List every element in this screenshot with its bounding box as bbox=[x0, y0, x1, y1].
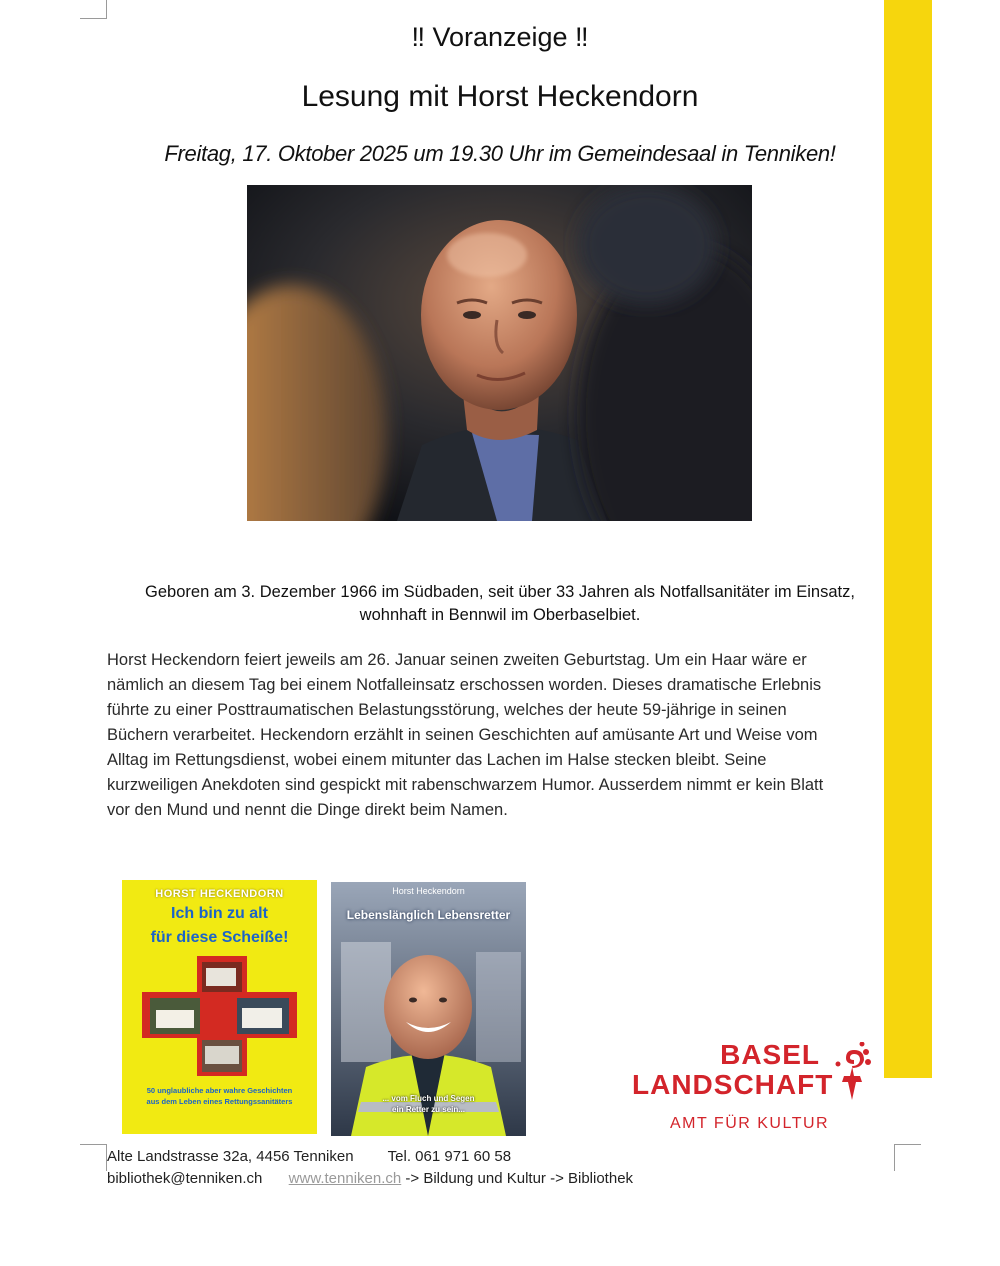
logo-line-amt-fuer-kultur: AMT FÜR KULTUR bbox=[670, 1115, 830, 1132]
footer-nav-path: -> Bildung und Kultur -> Bibliothek bbox=[401, 1170, 634, 1187]
crop-mark-bottom-left bbox=[80, 1144, 107, 1171]
description-line: Horst Heckendorn feiert jeweils am 26. Januar seinen zweiten Geburtstag. Um ein Haar wäre er bbox=[107, 651, 807, 669]
description-line: kurzweiligen Anekdoten sind gespickt mit rabenschwarzem Humor. Ausserdem nimmt er kein Blatt bbox=[107, 776, 824, 794]
footer-address: Alte Landstrasse 32a, 4456 Tenniken bbox=[107, 1148, 354, 1165]
book1-cover-image bbox=[142, 956, 297, 1076]
description-line: nämlich an diesem Tag bei einem Notfalleinsatz erschossen worden. Dieses dramatische Erlebnis bbox=[107, 676, 822, 694]
description-line: vor den Mund und nennt die Dinge direkt beim Namen. bbox=[107, 801, 508, 819]
bio-summary bbox=[110, 581, 890, 627]
description-line: Büchern verarbeitet. Heckendorn erzählt in seinen Geschichten auf amüsante Art und Weise vom bbox=[107, 726, 818, 744]
description-line: führte zu einer Posttraumatischen Belastungsstörung, welches der heute 59-jährige in seinen bbox=[107, 701, 787, 719]
crozier-emblem-icon bbox=[832, 1042, 872, 1100]
book2-author: Horst Heckendorn bbox=[392, 886, 465, 896]
description-line: Alltag im Rettungsdienst, wobei einem mitunter das Lachen im Halse stecken bleibt. Seine bbox=[107, 751, 767, 769]
book1-author: HORST HECKENDORN bbox=[155, 888, 284, 900]
book-cover-ich-bin-zu-alt bbox=[122, 880, 317, 1134]
book1-title-2: für diese Scheiße! bbox=[150, 929, 289, 946]
event-title: Lesung mit Horst Heckendorn bbox=[301, 80, 699, 113]
crop-mark-bottom-right bbox=[894, 1144, 921, 1171]
footer-website-link[interactable]: www.tenniken.ch bbox=[288, 1170, 402, 1187]
footer-email[interactable]: bibliothek@tenniken.ch bbox=[107, 1170, 263, 1187]
notice-heading: ‼ Voranzeige ‼ bbox=[411, 22, 589, 52]
footer-row-1 bbox=[107, 1146, 633, 1168]
footer-contact bbox=[107, 1146, 633, 1190]
footer-row-2 bbox=[107, 1168, 633, 1190]
book-cover-lebenslaenglich-lebensretter bbox=[331, 882, 526, 1136]
book1-subtitle-1: 50 unglaubliche aber wahre Geschichten bbox=[146, 1086, 293, 1095]
book2-tagline-2: ein Retter zu sein... bbox=[392, 1105, 465, 1114]
crop-mark-top-left bbox=[80, 0, 107, 19]
book1-title-1: Ich bin zu alt bbox=[171, 905, 268, 922]
book1-subtitle-2: aus dem Leben eines Rettungssanitäters bbox=[146, 1097, 293, 1106]
logo-line-landschaft: LANDSCHAFT bbox=[632, 1069, 834, 1100]
footer-phone: Tel. 061 971 60 58 bbox=[387, 1148, 512, 1165]
bio-line-1: Geboren am 3. Dezember 1966 im Südbaden, seit über 33 Jahren als Notfallsanitäter im Einsatz, bbox=[145, 583, 855, 601]
author-portrait-photo bbox=[247, 185, 752, 521]
logo-line-basel: BASEL bbox=[720, 1039, 820, 1070]
event-date-line: Freitag, 17. Oktober 2025 um 19.30 Uhr im Gemeindesaal in Tenniken! bbox=[164, 141, 836, 166]
book2-title: Lebenslänglich Lebensretter bbox=[346, 908, 511, 922]
bio-line-2: wohnhaft in Bennwil im Oberbaselbiet. bbox=[359, 606, 641, 624]
basel-landschaft-logo bbox=[632, 1040, 882, 1135]
description-paragraph bbox=[107, 648, 877, 823]
book2-tagline-1: ... vom Fluch und Segen bbox=[382, 1094, 475, 1103]
